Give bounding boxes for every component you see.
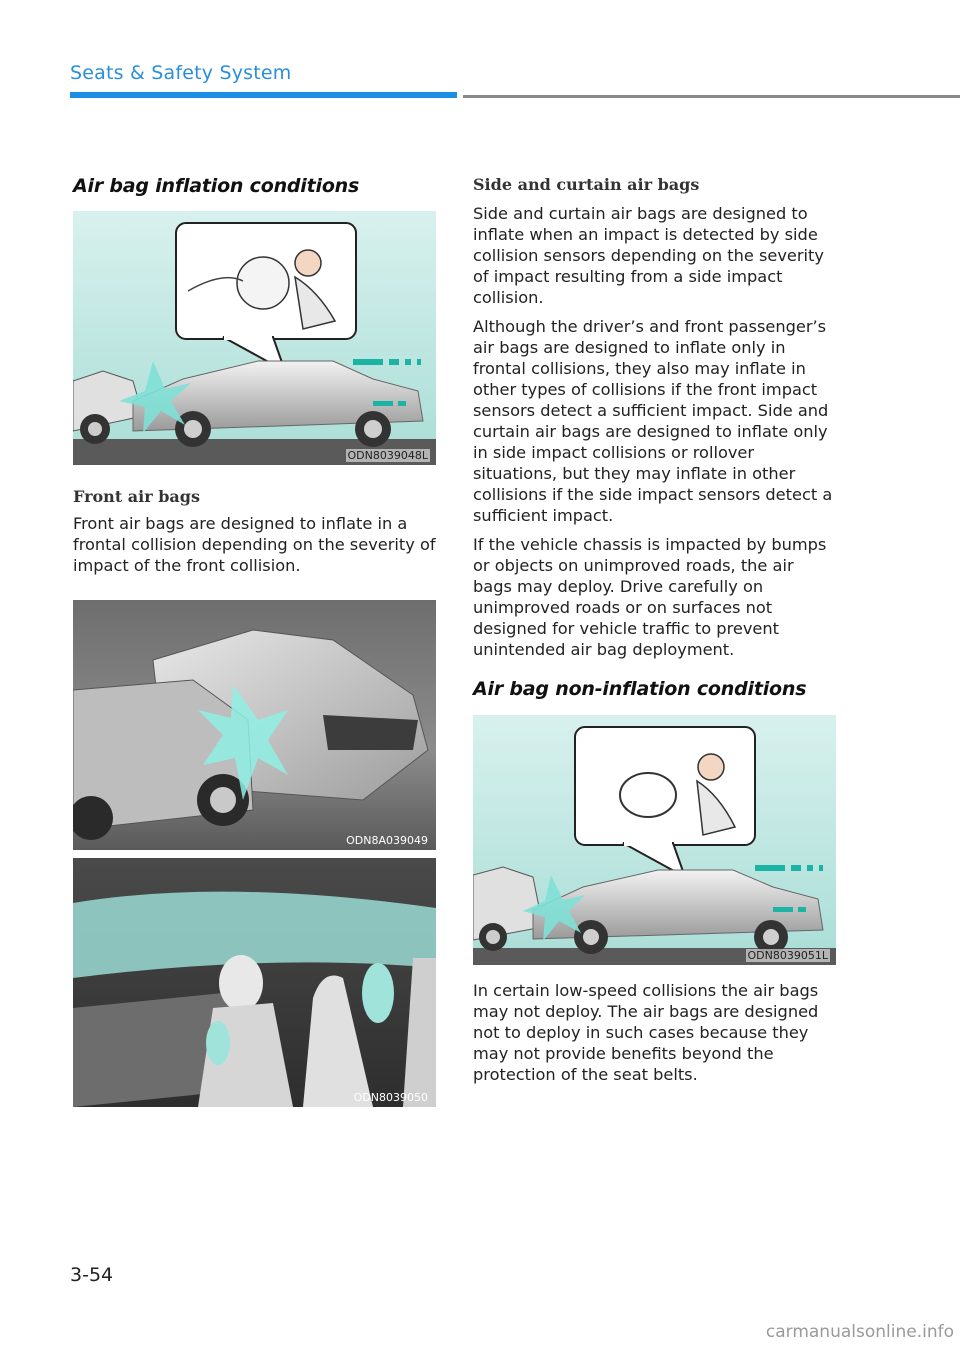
section-title: Seats & Safety System [70,62,292,84]
curtain-airbag-illustration [73,858,436,1107]
low-speed-collision-illustration [473,715,836,965]
header-rule-blue [70,92,457,98]
right-column [473,170,835,1085]
offset-collision-illustration [73,600,436,850]
non-inflation-text: In certain low-speed collisions the air bags may not deploy. The air bags are designed not to deploy in such cases because they may not provide benefits beyond the protection of the seat belts. [473,981,819,1084]
left-column [73,170,437,1107]
figure-caption: ODN8A039049 [346,834,428,847]
figure-offset-collision-photo [73,600,436,850]
heading-inflation-conditions: Air bag inflation conditions [73,175,360,197]
heading-non-inflation-conditions: Air bag non-inflation conditions [473,678,807,700]
front-air-bags-text: Front air bags are designed to inflate in a frontal collision depending on the severity of impact of the front collision. [73,514,436,575]
heading-side-curtain-air-bags: Side and curtain air bags [473,175,700,194]
figure-low-speed-collision-illustration [473,715,836,965]
figure-caption: ODN8039048L [347,449,428,462]
side-air-bags-text-2: Although the driver’s and front passenger’s air bags are designed to inflate only in frontal collisions, they also may inflate in other types of collisions if the front impact sensors detect a sufficient impact. Side and curtain air bags are designed to inflate only in side impact collisions or rollover situations, but they may inflate in other collisions if the side impact sensors detect a sufficient impact. [473,317,833,525]
front-collision-illustration [73,211,436,465]
page-number: 3-54 [70,1264,114,1286]
figure-front-collision-illustration [73,211,436,465]
side-air-bags-text-1: Side and curtain air bags are designed to inflate when an impact is detected by side collision sensors depending on the severity of impact resulting from a side impact collision. [473,204,824,307]
header-rule-gray [463,95,960,98]
figure-curtain-airbag-illustration [73,858,436,1107]
watermark-text: carmanualsonline.info [765,1322,954,1342]
figure-caption: ODN8039050 [353,1091,428,1104]
heading-front-air-bags: Front air bags [73,487,200,506]
figure-caption: ODN8039051L [747,949,828,962]
side-air-bags-text-3: If the vehicle chassis is impacted by bumps or objects on unimproved roads, the air bags may deploy. Drive carefully on unimproved roads or on surfaces not designed for vehicle traffic to prevent unintended air bag deployment. [473,535,827,659]
